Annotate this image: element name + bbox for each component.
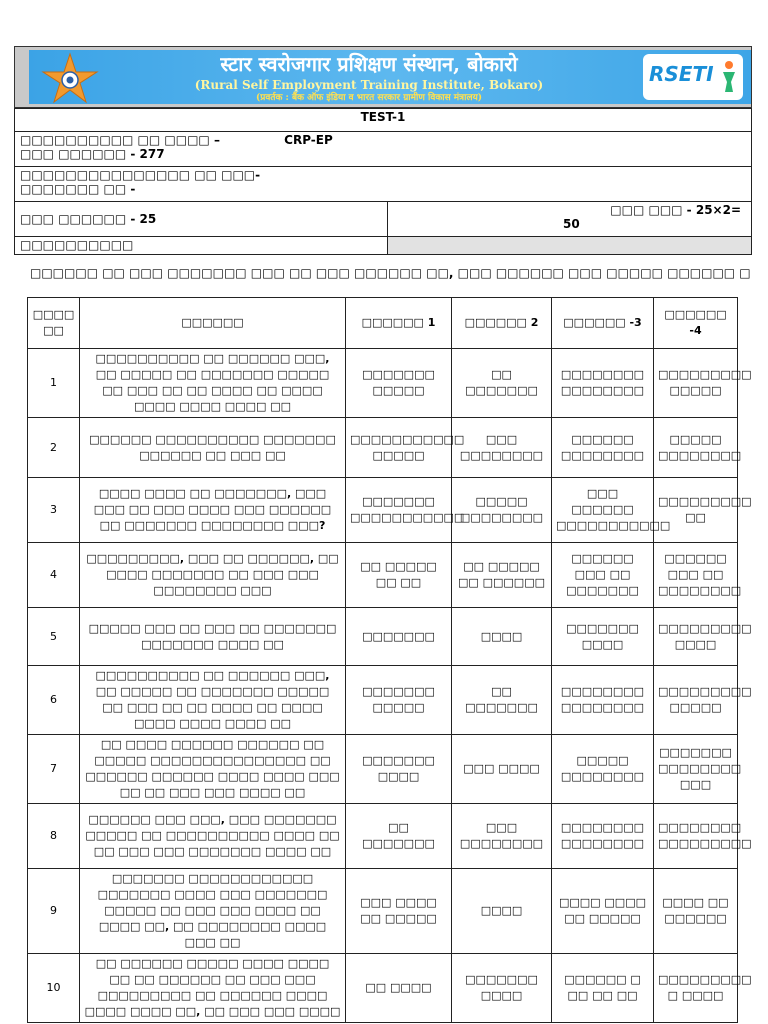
signature-label: □□□□□□□□□□ bbox=[20, 238, 134, 252]
option-4: □□□□□□ □□□ □□ □□□□□□□□ bbox=[654, 543, 738, 608]
question-text: □□□□□□□□□□ □□ □□□□□□ □□□, □□ □□□□□ □□ □□□□□□□ □□□□□ □□ □□□ □□ □□ □□□□ □□ □□□□ □□□□ □□□□ □□□□ □□ bbox=[80, 666, 346, 735]
option-3: □□□□□□ □□□□□□□□ bbox=[552, 418, 654, 478]
question-number: 8 bbox=[28, 804, 80, 869]
option-3: □□□□□□□ □□□□ bbox=[552, 608, 654, 666]
rseti-logo bbox=[643, 54, 743, 100]
option-2: □□□ □□□□□□□□ bbox=[452, 804, 552, 869]
option-1: □□□□□□□ □□□□□□□□□□□ bbox=[346, 478, 452, 543]
option-2: □□□□□□□ □□□□ bbox=[452, 954, 552, 1023]
option-3: □□□□□□ □□□ □□ □□□□□□□ bbox=[552, 543, 654, 608]
option-1: □□□□□□□ □□□□□ bbox=[346, 349, 452, 418]
instruction-text: □□□□□□ □□ □□□ □□□□□□□ □□□ □□ □□□ □□□□□□ □□, □□□ □□□□□□ □□□ □□□□□ □□□□□□ □ bbox=[30, 266, 751, 280]
header-question: □□□□□□ bbox=[80, 298, 346, 349]
option-4: □□□□□□□□□ □□□□□ bbox=[654, 349, 738, 418]
rseti-logo-text: RSETI bbox=[649, 62, 714, 86]
option-2: □□□□ bbox=[452, 869, 552, 954]
programme-value: CRP-EP bbox=[284, 133, 333, 147]
option-2: □□□□□ □□□□□□□□ bbox=[452, 478, 552, 543]
header-option-4: □□□□□□ -4 bbox=[654, 298, 738, 349]
option-2: □□□ □□□□ bbox=[452, 735, 552, 804]
option-1: □□□ □□□□ □□ □□□□□ bbox=[346, 869, 452, 954]
institute-title-hindi: स्टार स्वरोजगार प्रशिक्षण संस्थान, बोकारो bbox=[220, 52, 518, 76]
test-title: TEST-1 bbox=[15, 109, 752, 132]
question-text: □□□□□□□ □□□□□□□□□□□□ □□□□□□□ □□□□ □□□ □□□□□□□ □□□□□ □□ □□□ □□□ □□□□ □□ □□□□ □□, □□ □□□□□□□□ □□□□ □□□ □□ bbox=[80, 869, 346, 954]
signature-cell bbox=[15, 237, 388, 255]
institute-sponsor-line: (प्रवर्तक : बैंक ऑफ इंडिया व भारत सरकार ग्रामीण विकास मंत्रालय) bbox=[255, 93, 483, 103]
question-number: 7 bbox=[28, 735, 80, 804]
total-questions: □□□ □□□□□□ - 25 bbox=[20, 212, 157, 226]
programme-label: □□□□□□□□□□ □□ □□□□ – bbox=[20, 133, 220, 147]
banner-background bbox=[29, 50, 751, 104]
option-4: □□□□□□□□□ □□ bbox=[654, 478, 738, 543]
question-text: □□ □□□□ □□□□□□ □□□□□□ □□ □□□□□ □□□□□□□□□□□□□□□ □□ □□□□□□ □□□□□□ □□□□ □□□□ □□□ □□ □□ □□□ □□□ □□□□ □□ bbox=[80, 735, 346, 804]
option-3: □□□□□□□□ □□□□□□□□ bbox=[552, 666, 654, 735]
option-2: □□ □□□□□□□ bbox=[452, 666, 552, 735]
option-3: □□□ □□□□□□ □□□□□□□□□□□ bbox=[552, 478, 654, 543]
table-row bbox=[28, 869, 738, 954]
option-2: □□ □□□□□ □□ □□□□□□ bbox=[452, 543, 552, 608]
option-1: □□ □□□□ bbox=[346, 954, 452, 1023]
option-4: □□□□□ □□□□□□□□ bbox=[654, 418, 738, 478]
table-row bbox=[28, 418, 738, 478]
mobile-label: □□□□□□□ □□ - bbox=[20, 182, 136, 196]
option-1: □□ □□□□□ □□ □□ bbox=[346, 543, 452, 608]
option-3: □□□□□□□□ □□□□□□□□ bbox=[552, 804, 654, 869]
option-4: □□□□ □□ □□□□□□ bbox=[654, 869, 738, 954]
option-4: □□□□□□□□□ □□□□□ bbox=[654, 666, 738, 735]
option-1: □□□□□□□ □□□□ bbox=[346, 735, 452, 804]
table-row bbox=[28, 608, 738, 666]
header-option-1: □□□□□□ 1 bbox=[346, 298, 452, 349]
question-text: □□□□□□ □□□ □□□, □□□ □□□□□□□ □□□□□ □□ □□□□□□□□□□ □□□□ □□ □□ □□□ □□□ □□□□□□□ □□□□ □□ bbox=[80, 804, 346, 869]
option-1: □□□□□□□ bbox=[346, 608, 452, 666]
table-header-row bbox=[28, 298, 738, 349]
question-text: □□ □□□□□□ □□□□□ □□□□ □□□□ □□ □□ □□□□□□ □□ □□□ □□□ □□□□□□□□□ □□ □□□□□□ □□□□ □□□□ □□□□ □□, □□ □□□ □□□ □□□□ bbox=[80, 954, 346, 1023]
institute-name-block bbox=[109, 50, 629, 104]
option-2: □□□□ bbox=[452, 608, 552, 666]
option-4: □□□□□□□□□ □ □□□□ bbox=[654, 954, 738, 1023]
question-number: 1 bbox=[28, 349, 80, 418]
question-number: 3 bbox=[28, 478, 80, 543]
table-row bbox=[28, 954, 738, 1023]
option-1: □□□□□□□□□□□ □□□□□ bbox=[346, 418, 452, 478]
question-number: 2 bbox=[28, 418, 80, 478]
total-marks-value: 50 bbox=[563, 217, 580, 231]
question-table bbox=[27, 297, 752, 1023]
header-option-3: □□□□□□ -3 bbox=[552, 298, 654, 349]
table-row bbox=[28, 666, 738, 735]
question-text: □□□□□□□□□□ □□ □□□□□□ □□□, □□ □□□□□ □□ □□□□□□□ □□□□□ □□ □□□ □□ □□ □□□□ □□ □□□□ □□□□ □□□□ □□□□ □□ bbox=[80, 349, 346, 418]
table-row bbox=[28, 543, 738, 608]
programme-code: □□□ □□□□□□ - 277 bbox=[20, 147, 165, 161]
option-3: □□□□□□ □ □□ □□ □□ bbox=[552, 954, 654, 1023]
question-number: 10 bbox=[28, 954, 80, 1023]
option-3: □□□□□□□□ □□□□□□□□ bbox=[552, 349, 654, 418]
document-sheet bbox=[14, 46, 752, 255]
question-text: □□□□□□ □□□□□□□□□□ □□□□□□□ □□□□□□ □□ □□□ □□ bbox=[80, 418, 346, 478]
question-number: 5 bbox=[28, 608, 80, 666]
header-serial: □□□□ □□ bbox=[28, 298, 80, 349]
option-1: □□ □□□□□□□ bbox=[346, 804, 452, 869]
question-number: 4 bbox=[28, 543, 80, 608]
question-number: 9 bbox=[28, 869, 80, 954]
total-questions-cell bbox=[15, 202, 388, 237]
option-4: □□□□□□□□ □□□□□□□□□ bbox=[654, 804, 738, 869]
participant-name-label: □□□□□□□□□□□□□□□ □□ □□□- bbox=[20, 168, 261, 182]
person-figure-icon bbox=[719, 60, 739, 94]
question-number: 6 bbox=[28, 666, 80, 735]
table-row bbox=[28, 478, 738, 543]
programme-cell bbox=[15, 132, 752, 167]
option-4: □□□□□□□□□ □□□□ bbox=[654, 608, 738, 666]
option-3: □□□□ □□□□ □□ □□□□□ bbox=[552, 869, 654, 954]
question-text: □□□□□□□□□, □□□ □□ □□□□□□, □□ □□□□ □□□□□□□ □□ □□□ □□□ □□□□□□□□ □□□ bbox=[80, 543, 346, 608]
signature-blank bbox=[388, 237, 752, 255]
option-1: □□□□□□□ □□□□□ bbox=[346, 666, 452, 735]
total-marks-cell bbox=[388, 202, 752, 237]
question-text: □□□□□ □□□ □□ □□□ □□ □□□□□□□ □□□□□□□ □□□□ □□ bbox=[80, 608, 346, 666]
header-banner bbox=[14, 46, 752, 108]
star-logo-icon bbox=[39, 52, 101, 104]
header-option-2: □□□□□□ 2 bbox=[452, 298, 552, 349]
table-row bbox=[28, 804, 738, 869]
total-marks: □□□ □□□ - 25×2= bbox=[610, 203, 741, 217]
participant-cell bbox=[15, 167, 752, 202]
table-row bbox=[28, 735, 738, 804]
option-4: □□□□□□□ □□□□□□□□ □□□ bbox=[654, 735, 738, 804]
question-rows bbox=[28, 349, 752, 1023]
option-2: □□ □□□□□□□ bbox=[452, 349, 552, 418]
question-text: □□□□ □□□□ □□ □□□□□□□, □□□ □□□ □□ □□□ □□□□ □□□ □□□□□□ □□ □□□□□□□ □□□□□□□□ □□□? bbox=[80, 478, 346, 543]
info-grid bbox=[14, 108, 752, 255]
table-row bbox=[28, 349, 738, 418]
institute-title-english: (Rural Self Employment Training Institute, Bokaro) bbox=[194, 78, 544, 92]
option-3: □□□□□ □□□□□□□□ bbox=[552, 735, 654, 804]
option-2: □□□ □□□□□□□□ bbox=[452, 418, 552, 478]
